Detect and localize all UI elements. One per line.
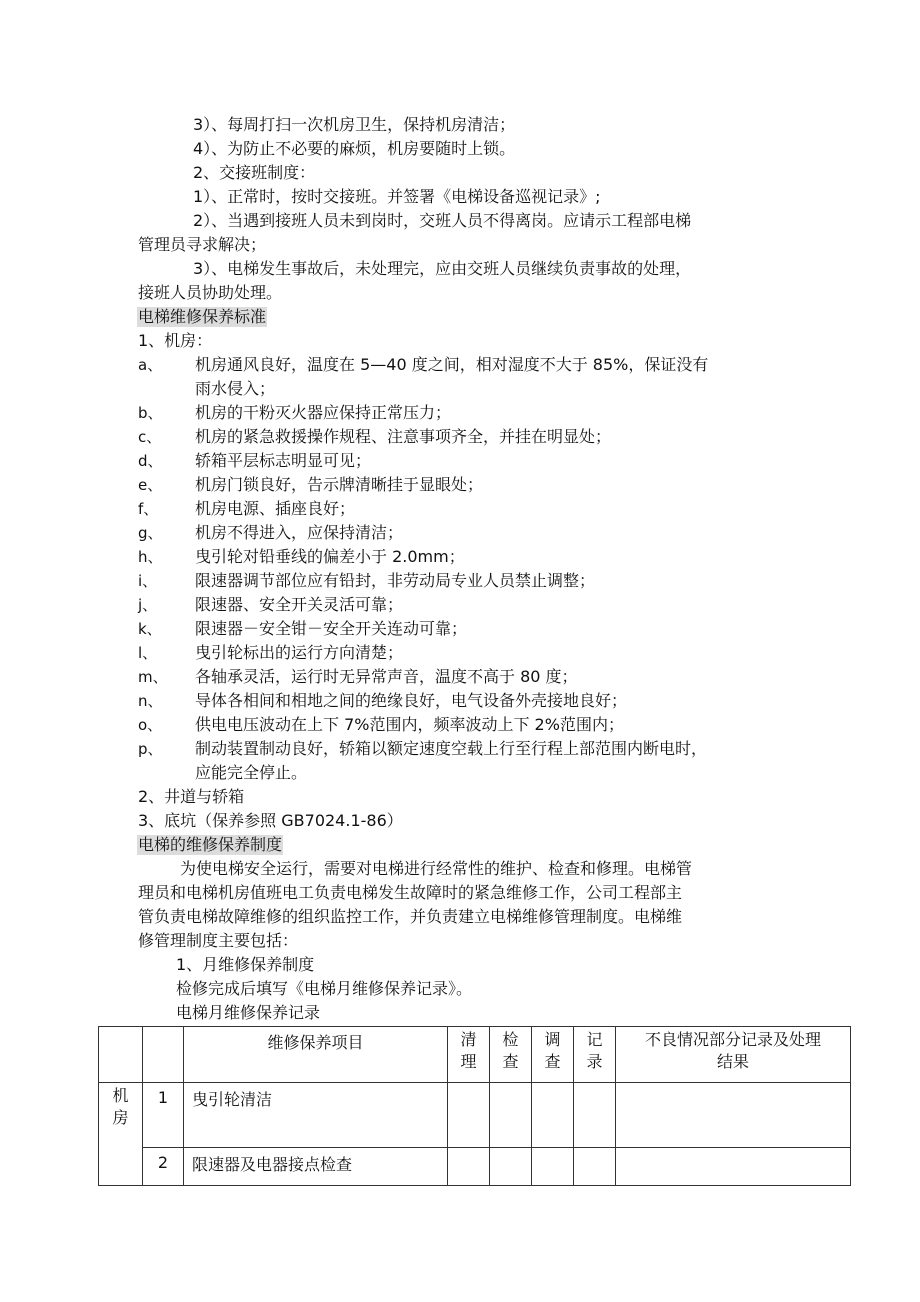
header-char: 检: [502, 1030, 519, 1049]
section-heading-standards: 电梯维修保养标准: [138, 307, 267, 326]
check-cell: [490, 1083, 532, 1148]
header-empty-cell: [99, 1027, 143, 1083]
table-header-row: [99, 1027, 851, 1083]
paragraph-line: 管负责电梯故障维修的组织监控工作，并负责建立电梯维修管理制度。电梯维: [138, 907, 683, 926]
header-char: 清: [460, 1030, 477, 1049]
standard-item: 机房不得进入，应保持清洁；: [195, 523, 404, 542]
subsection-pit: 3、底坑（保养参照 GB7024.1-86）: [138, 811, 403, 830]
text-line: 接班人员协助处理。: [138, 283, 283, 302]
standard-item: 各轴承灵活，运行时无异常声音，温度不高于 80 度；: [195, 667, 578, 686]
header-text: 不良情况部分记录及处理: [644, 1030, 821, 1049]
standard-item: 制动装置制动良好，轿箱以额定速度空载上行至行程上部范围内断电时，: [195, 739, 708, 758]
header-item-label: 维修保养项目: [267, 1033, 364, 1052]
standard-item: 机房的紧急救援操作规程、注意事项齐全，并挂在明显处；: [195, 427, 612, 446]
record-cell: [574, 1083, 616, 1148]
standard-item: 曳引轮标出的运行方向清楚；: [195, 643, 404, 662]
item-letter: k、: [138, 620, 162, 638]
standard-item: 机房的干粉灭火器应保持正常压力；: [195, 403, 452, 422]
item-letter: c、: [138, 428, 162, 446]
standard-item: 轿箱平层标志明显可见；: [195, 451, 372, 470]
row-item: 曳引轮清洁: [184, 1083, 448, 1148]
table-title: 电梯月维修保养记录: [176, 1003, 321, 1022]
item-letter: i、: [138, 572, 158, 590]
header-char: 录: [586, 1052, 603, 1071]
clean-cell: [448, 1148, 490, 1186]
standard-item: 机房门锁良好，告示牌清晰挂于显眼处；: [195, 475, 484, 494]
header-char: 调: [544, 1030, 561, 1049]
check-cell: [490, 1148, 532, 1186]
section-heading-system: 电梯的维修保养制度: [138, 835, 283, 854]
standard-item-continuation: 应能完全停止。: [195, 763, 308, 782]
text-line: 1）、正常时，按时交接班。并签署《电梯设备巡视记录》;: [193, 187, 601, 206]
header-empty-cell: [143, 1027, 184, 1083]
standard-item: 机房通风良好，温度在 5—40 度之间，相对湿度不大于 85%，保证没有: [195, 355, 709, 374]
group-char: 机: [112, 1086, 129, 1105]
standard-item: 限速器－安全钳－安全开关连动可靠；: [195, 619, 468, 638]
item-letter: j、: [138, 596, 158, 614]
header-char: 查: [544, 1052, 561, 1071]
header-char: 查: [502, 1052, 519, 1071]
text-line: 管理员寻求解决；: [138, 235, 267, 254]
item-letter: l、: [138, 644, 158, 662]
standard-item: 导体各相间和相地之间的绝缘良好，电气设备外壳接地良好；: [195, 691, 628, 710]
row-number: 2: [143, 1148, 184, 1186]
subsection-machine-room: 1、机房：: [138, 331, 213, 350]
header-char: 理: [460, 1052, 477, 1071]
header-text: 结果: [716, 1052, 749, 1071]
row-item: 限速器及电器接点检查: [184, 1148, 448, 1186]
header-adjust: [532, 1027, 574, 1083]
item-letter: f、: [138, 500, 159, 518]
item-letter: m、: [138, 668, 168, 686]
table-row: [99, 1083, 851, 1148]
table-row: [99, 1148, 851, 1186]
header-clean: [448, 1027, 490, 1083]
subsection-shaft-car: 2、井道与轿箱: [138, 787, 245, 806]
group-char: 房: [112, 1108, 129, 1127]
paragraph-line: 理员和电梯机房值班电工负责电梯发生故障时的紧急维修工作，公司工程部主: [138, 883, 683, 902]
item-letter: b、: [138, 404, 163, 422]
text-line: 3）、电梯发生事故后，未处理完，应由交班人员继续负责事故的处理，: [193, 259, 692, 278]
item-letter: e、: [138, 476, 163, 494]
result-cell: [616, 1083, 851, 1148]
adjust-cell: [532, 1148, 574, 1186]
monthly-title: 1、月维修保养制度: [176, 955, 315, 974]
paragraph-line: 为使电梯安全运行，需要对电梯进行经常性的维护、检查和修理。电梯管: [180, 859, 693, 878]
monthly-note: 检修完成后填写《电梯月维修保养记录》。: [176, 979, 473, 998]
standard-item: 机房电源、插座良好；: [195, 499, 356, 518]
item-letter: h、: [138, 548, 163, 566]
record-cell: [574, 1148, 616, 1186]
text-line: 2）、当遇到接班人员未到岗时，交班人员不得离岗。应请示工程部电梯: [193, 211, 692, 230]
standard-item: 供电电压波动在上下 7%范围内，频率波动上下 2%范围内；: [195, 715, 624, 734]
maintenance-record-table: [98, 1026, 851, 1186]
header-item: [184, 1027, 448, 1083]
header-check: [490, 1027, 532, 1083]
text-line: 3）、每周打扫一次机房卫生，保持机房清洁；: [193, 115, 516, 134]
item-letter: p、: [138, 740, 163, 758]
standard-item: 限速器、安全开关灵活可靠；: [195, 595, 404, 614]
standard-item-continuation: 雨水侵入；: [195, 379, 276, 398]
item-letter: g、: [138, 524, 163, 542]
group-cell-machine-room: [99, 1083, 143, 1186]
adjust-cell: [532, 1083, 574, 1148]
item-letter: n、: [138, 692, 163, 710]
header-char: 记: [586, 1030, 603, 1049]
item-letter: a、: [138, 356, 163, 374]
item-letter: o、: [138, 716, 163, 734]
text-line: 2、交接班制度：: [193, 163, 316, 182]
row-number: 1: [143, 1083, 184, 1148]
header-record: [574, 1027, 616, 1083]
text-line: 4）、为防止不必要的麻烦，机房要随时上锁。: [193, 139, 516, 158]
standard-item: 曳引轮对铅垂线的偏差小于 2.0mm；: [195, 547, 465, 566]
paragraph-line: 修管理制度主要包括：: [138, 931, 299, 950]
result-cell: [616, 1148, 851, 1186]
header-result: [616, 1027, 851, 1083]
standard-item: 限速器调节部位应有铅封，非劳动局专业人员禁止调整；: [195, 571, 596, 590]
item-letter: d、: [138, 452, 163, 470]
clean-cell: [448, 1083, 490, 1148]
